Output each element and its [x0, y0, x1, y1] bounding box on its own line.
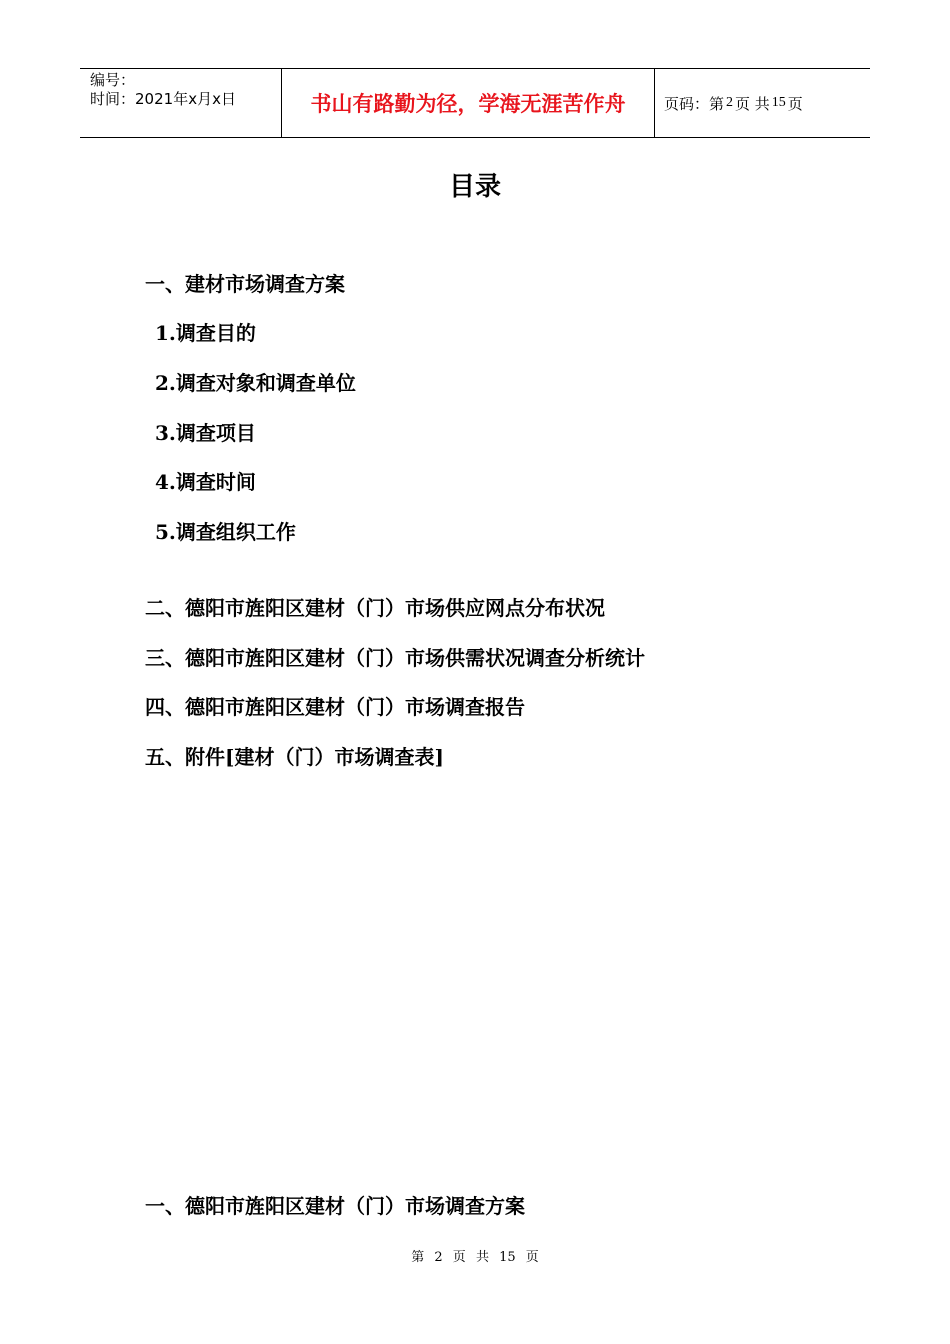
time-line	[90, 90, 281, 109]
toc-item[interactable]: 一、建材市场调查方案	[145, 272, 345, 296]
motto-text: 书山有路勤为径，学海无涯苦作舟	[310, 91, 626, 116]
header-page-info	[655, 69, 870, 137]
toc-item[interactable]: 四、德阳市旌阳区建材（门）市场调查报告	[145, 695, 525, 719]
footer-mid: 页	[452, 1250, 466, 1265]
page-title: 目录	[448, 172, 501, 202]
toc-item[interactable]: 2.调查对象和调查单位	[155, 371, 356, 395]
time-label: 时间：	[90, 90, 136, 108]
page-footer	[0, 1246, 950, 1265]
footer-suffix: 页	[525, 1250, 539, 1265]
header-meta	[80, 69, 282, 137]
footer-total: 15	[499, 1250, 516, 1265]
header-motto	[282, 69, 655, 137]
number-label: 编号：	[90, 71, 136, 89]
footer-total-prefix: 共	[475, 1250, 489, 1265]
toc-item[interactable]: 4.调查时间	[155, 470, 256, 494]
page-total: 15	[771, 95, 786, 110]
toc-item[interactable]: 二、德阳市旌阳区建材（门）市场供应网点分布状况	[145, 596, 605, 620]
page-end: 页	[787, 94, 803, 113]
page-mid: 页 共	[735, 94, 770, 113]
toc-item[interactable]: 1.调查目的	[155, 321, 256, 345]
time-value: 2021年x月x日	[135, 90, 236, 108]
footer-prefix: 第	[411, 1250, 425, 1265]
toc-item[interactable]: 五、附件[建材（门）市场调查表]	[145, 745, 444, 769]
toc-item[interactable]: 3.调查项目	[155, 421, 256, 445]
footer-current: 2	[434, 1250, 443, 1265]
toc-item[interactable]: 5.调查组织工作	[155, 520, 296, 544]
page-current: 2	[726, 95, 734, 110]
section-heading: 一、德阳市旌阳区建材（门）市场调查方案	[145, 1194, 525, 1218]
page-header	[80, 68, 870, 138]
toc-item[interactable]: 三、德阳市旌阳区建材（门）市场供需状况调查分析统计	[145, 646, 645, 670]
page-label: 页码：第	[664, 94, 725, 113]
